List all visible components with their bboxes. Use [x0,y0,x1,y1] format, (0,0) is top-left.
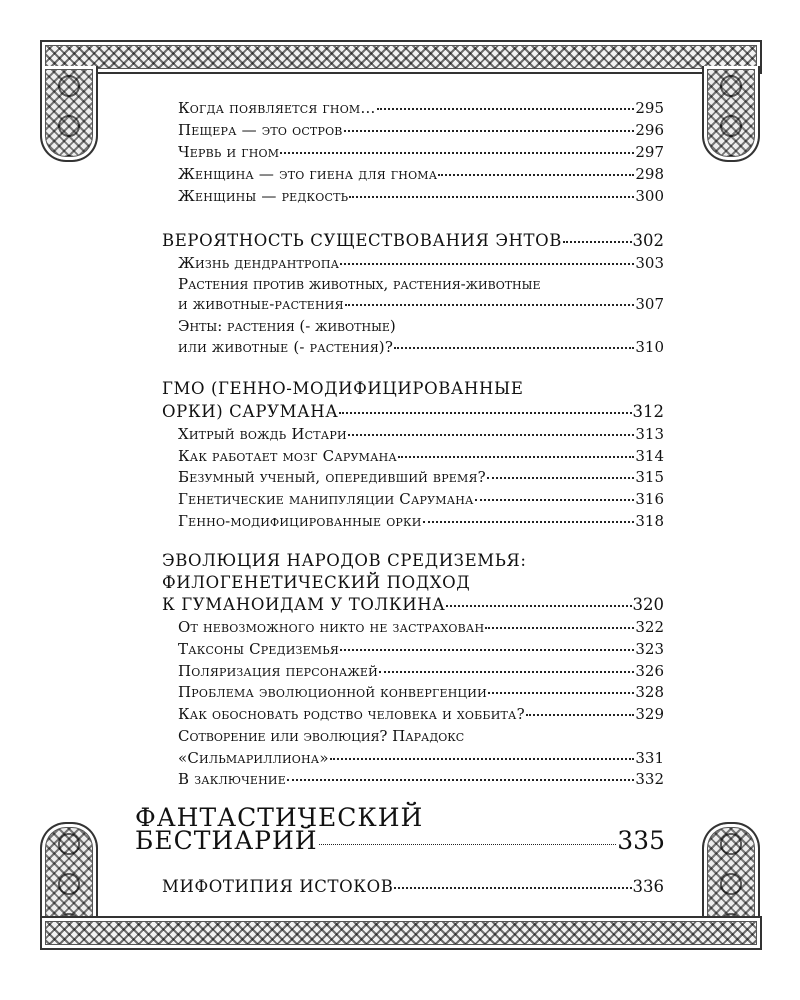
toc-entry-title: или животные (- растения)? [178,338,394,356]
toc-entry-title: Как работает мозг Сарумана [178,447,397,465]
toc-entry[interactable] [178,424,664,444]
toc-entry-page: 313 [635,425,664,443]
toc-entry-page: 316 [635,490,664,508]
toc-entry-page: 331 [635,749,664,767]
toc-entry-title: Хитрый вождь Истари [178,425,347,443]
toc-entry-title: Когда появляется гном… [178,99,376,117]
toc-entry[interactable] [178,748,664,768]
toc-chapter-title: МИФОТИПИЯ ИСТОКОВ [162,877,394,896]
toc-entry-page: 314 [635,447,664,465]
toc-entry-page: 318 [635,512,664,530]
toc-entry-page: 300 [635,187,664,205]
toc-entry-page: 332 [635,770,664,788]
toc-chapter-entry[interactable] [162,594,664,616]
toc-entry-page: 323 [635,640,664,658]
toc-entry-title: Червь и гном [178,143,280,161]
toc-part-entry[interactable] [135,828,665,854]
toc-entry-title: Генно-модифицированные орки [178,512,422,530]
toc-chapter-title: К ГУМАНОИДАМ У ТОЛКИНА [162,595,446,614]
toc-entry[interactable] [178,682,664,702]
toc-entry[interactable] [178,661,664,681]
toc-chapter-entry[interactable] [162,401,664,423]
toc-entry[interactable] [178,253,664,273]
toc-entry-title-line1: Сотворение или эволюция? Парадокс [178,727,465,745]
toc-chapter-page: 302 [632,231,664,250]
toc-entry-page: 329 [635,705,664,723]
toc-chapter-title-line1: ГМО (ГЕННО-МОДИФИЦИРОВАННЫЕ [162,379,524,398]
toc-entry[interactable] [178,617,664,637]
toc-entry-title: От невозможного никто не застрахован [178,618,485,636]
toc-entry-title: Генетические манипуляции Сарумана [178,490,474,508]
toc-entry[interactable] [178,511,664,531]
toc-entry-title: Жизнь дендрантропа [178,254,340,272]
toc-entry[interactable] [178,704,664,724]
toc-chapter-title-line1: ЭВОЛЮЦИЯ НАРОДОВ СРЕДИЗЕМЬЯ: [162,551,527,570]
toc-part-title: БЕСТИАРИЙ [135,826,318,855]
toc-entry[interactable] [178,98,664,118]
toc-chapter-entry[interactable] [162,230,664,252]
toc-chapter-title: ОРКИ) САРУМАНА [162,402,339,421]
toc-entry-page: 297 [635,143,664,161]
toc-entry-page: 322 [635,618,664,636]
toc-entry[interactable] [178,467,664,487]
toc-entry-title: Пещера — это остров [178,121,343,139]
toc-entry-page: 298 [635,165,664,183]
toc-entry[interactable] [178,639,664,659]
toc-entry[interactable] [178,294,664,314]
toc-chapter-title: ВЕРОЯТНОСТЬ СУЩЕСТВОВАНИЯ ЭНТОВ [162,231,562,250]
toc-entry[interactable] [178,446,664,466]
toc-entry-page: 326 [635,662,664,680]
toc-entry-page: 296 [635,121,664,139]
toc-entry-title: Женщины — редкость [178,187,349,205]
toc-chapter-title-line2: ФИЛОГЕНЕТИЧЕСКИЙ ПОДХОД [162,573,471,592]
toc-entry[interactable] [178,164,664,184]
toc-part-page: 335 [617,826,665,855]
toc-entry-title: Проблема эволюционной конвергенции [178,683,487,701]
toc-entry-page: 295 [635,99,664,117]
toc-chapter-page: 320 [632,595,664,614]
toc-entry-page: 328 [635,683,664,701]
toc-entry-title: Женщина — это гиена для гнома [178,165,438,183]
toc-entry-page: 310 [635,338,664,356]
toc-entry-title: Поляризация персонажей [178,662,378,680]
toc-entry-title-line1: Энты: растения (- животные) [178,317,396,335]
toc-entry-page: 315 [635,468,664,486]
toc-entry-title: «Сильмариллиона» [178,749,329,767]
toc-entry[interactable] [178,142,664,162]
toc-entry-title: Таксоны Средиземья [178,640,339,658]
toc-chapter-page: 336 [632,877,664,896]
toc-entry[interactable] [178,489,664,509]
toc-entry-page: 303 [635,254,664,272]
toc-entry[interactable] [178,337,664,357]
toc-entry-title: и животные-растения [178,295,344,313]
toc-entry-title: В заключение [178,770,286,788]
toc-chapter-entry[interactable] [162,876,664,898]
toc-entry-title-line1: Растения против животных, растения-животные [178,275,541,293]
toc-entry-title: Как обосновать родство человека и хоббита? [178,705,525,723]
toc-entry[interactable] [178,120,664,140]
toc-entry[interactable] [178,186,664,206]
toc-entry[interactable] [178,769,664,789]
toc-part-title-line1: ФАНТАСТИЧЕСКИЙ [135,803,424,832]
toc-chapter-page: 312 [632,402,664,421]
toc-entry-page: 307 [635,295,664,313]
toc-entry-title: Безумный ученый, опередивший время? [178,468,486,486]
